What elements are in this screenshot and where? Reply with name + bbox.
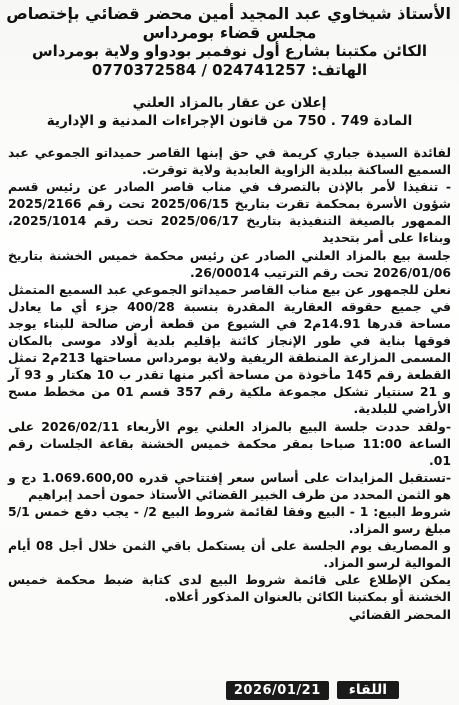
office-address: الكائن مكتبنا بشارع أول نوفمبر بودواو ولاية بومرداس	[31, 42, 428, 60]
payment-terms-paragraph: و المصاريف يوم الجلسة على أن يستكمل باقي الثمن خلال أجل 08 أيام الموالية لرسو المزاد.	[8, 538, 451, 571]
notice-body	[8, 144, 451, 606]
sale-conditions-paragraph: شروط البيع: 1 - البيع وفقا لقائمة شروط البيع 2/ - يجب دفع خمس 5/1 مبلغ رسو المزاد.	[8, 503, 452, 537]
publication-date: 2026/01/21	[226, 681, 329, 700]
office-phone: الهاتف: 024741257 / 0770372584	[91, 61, 368, 79]
notice-title: إعلان عن عقار بالمزاد العلني	[132, 95, 327, 111]
consultation-paragraph: يمكن الإطلاع على قائمة شروط البيع لدى كتابة ضبط محكمة خميس الخشنة أو بمكتبنا الكائن بالعنوان المذكور أعلاه.	[8, 572, 451, 605]
court-jurisdiction: مجلس قضاء بومرداس	[142, 23, 317, 42]
auction-session-paragraph: -ولقد حددت جلسة البيع بالمزاد العلني يوم الأربعاء 2026/02/11 على الساعة 11:00 صباحا بمقر محكمة خميس الخشنة بقاعة الجلسات رقم 01.	[8, 418, 452, 468]
auction-order-paragraph: جلسة بيع بالمزاد العلني الصادر عن رئيس محكمة خميس الخشنة بتاريخ 2026/01/06 تحت رقم الترتيب 26/00014.	[8, 247, 451, 280]
property-description-paragraph: نعلن للجمهور عن بيع مناب القاصر حميداتو الجموعي عبد السميع المتمثل في جميع حقوقه العقارية المقدرة بنسبة 400/28 جزء أي ما يعادل مساحة قدرها 14.91م2 في الشيوع من قطعة أرض صالحة للبناء يوجد فوقها بناية في طور الإنجاز كائنة بإقليم بلدية أولاد موسى بالمكان المسمى المزارعة المنطقة الريفية ولاية بومرداس مساحتها 213م2 تمثل القطعة رقم 145 مأخوذة من مساحة أكبر منها تقدر ب 10 هكتار و 93 آر و 21 سنتيار تشكل مجموعة ملكية رقم 357 قسم 01 من مخطط مسح الأراضي للبلدية.	[8, 281, 452, 417]
notice-legal-reference: المادة 749 . 750 من قانون الإجراءات المدنية و الإدارية	[46, 113, 413, 129]
newspaper-footer	[0, 679, 459, 701]
bailiff-name: الأستاذ شيخاوي عبد المجيد أمين محضر قضائي بإختصاص	[6, 4, 451, 23]
opening-price-paragraph: -تستقبل المزايدات على أساس سعر إفتتاحي قدره 1.069.600,00 دج و هو الثمن المحدد من طرف الخبير القضائي الأستاذ حمون أحمد إبراهيم	[8, 469, 451, 502]
bailiff-header	[8, 4, 451, 80]
court-order-paragraph: - تنفيذا لأمر بالإذن بالتصرف في مناب قاصر الصادر عن رئيس قسم شؤون الأسرة بمحكمة تقرت بتاريخ 2025/06/15 تحت رقم 2025/2166 الممهور بالصيغة التنفيذية بتاريخ 2025/06/17 تحت رقم 2025/1014، وبناءا على أمر بتحديد	[8, 179, 451, 246]
newspaper-name: اللقاء	[337, 681, 399, 699]
signature: المحضر القضائي	[348, 606, 451, 622]
beneficiary-paragraph: لفائدة السيدة جباري كريمة في حق إبنها القاصر حميداتو الجموعي عبد السميع الساكنة ببلدية الزاوية العابدية ولاية توقرت.	[8, 145, 451, 178]
